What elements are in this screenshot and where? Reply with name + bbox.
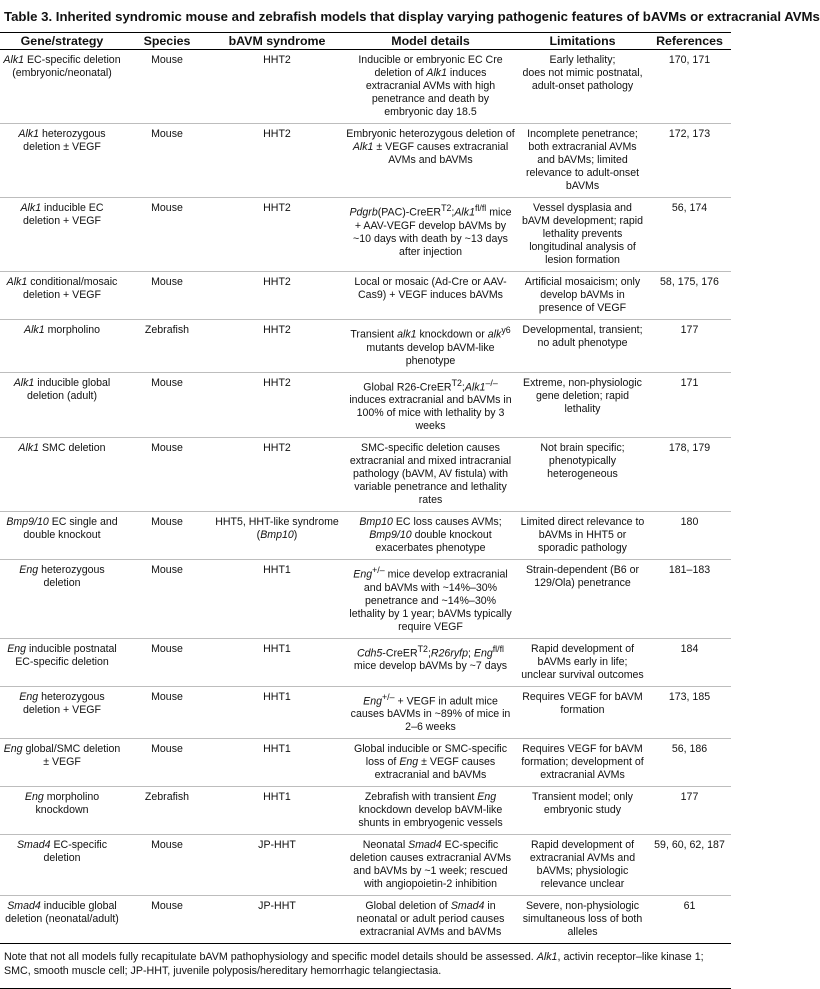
cell-bavm-syndrome: HHT2: [210, 320, 344, 373]
cell-limitations: Strain-dependent (B6 or 129/Ola) penetrance: [517, 560, 648, 639]
cell-references: 181–183: [648, 560, 731, 639]
cell-limitations: Rapid development of extracranial AVMs and bAVMs; physiologic relevance unclear: [517, 835, 648, 896]
cell-references: 61: [648, 896, 731, 944]
table-row: [0, 50, 731, 124]
cell-references: 56, 186: [648, 739, 731, 787]
cell-bavm-syndrome: HHT2: [210, 272, 344, 320]
cell-references: 58, 175, 176: [648, 272, 731, 320]
cell-limitations: Transient model; only embryonic study: [517, 787, 648, 835]
table-row: [0, 438, 731, 512]
table-row: [0, 835, 731, 896]
cell-references: 170, 171: [648, 50, 731, 124]
cell-references: 56, 174: [648, 198, 731, 272]
header-bavm-syndrome: bAVM syndrome: [210, 33, 344, 50]
header-row: [0, 33, 731, 50]
cell-model-details: SMC-specific deletion causes extracranial and mixed intracranial pathology (bAVM, AV fistula) with variable penetrance and lethality rates: [344, 438, 517, 512]
cell-model-details: Global inducible or SMC-specific loss of Eng ± VEGF causes extracranial and bAVMs: [344, 739, 517, 787]
cell-gene-strategy: Alk1 inducible EC deletion + VEGF: [0, 198, 124, 272]
cell-species: Zebrafish: [124, 320, 210, 373]
cell-species: Mouse: [124, 739, 210, 787]
cell-limitations: Limited direct relevance to bAVMs in HHT5 or sporadic pathology: [517, 512, 648, 560]
cell-model-details: Neonatal Smad4 EC-specific deletion causes extracranial AVMs and bAVMs by ~1 week; rescued with angiopoietin-2 inhibition: [344, 835, 517, 896]
document-page: [0, 8, 820, 989]
table-row: [0, 638, 731, 686]
cell-limitations: Incomplete penetrance; both extracranial AVMs and bAVMs; limited relevance to adult-onset bAVMs: [517, 124, 648, 198]
cell-bavm-syndrome: HHT1: [210, 560, 344, 639]
header-gene-strategy: Gene/strategy: [0, 33, 124, 50]
cell-gene-strategy: Eng heterozygous deletion: [0, 560, 124, 639]
cell-limitations: Not brain specific; phenotypically heterogeneous: [517, 438, 648, 512]
table-footnote: Note that not all models fully recapitulate bAVM pathophysiology and specific model details should be assessed. Alk1, activin receptor–like kinase 1; SMC, smooth muscle cell; JP-HHT, juvenile polyposis/hereditary hemorrhagic telangiectasia.: [4, 951, 704, 978]
cell-species: Mouse: [124, 835, 210, 896]
cell-limitations: Severe, non-physiologic simultaneous loss of both alleles: [517, 896, 648, 944]
cell-bavm-syndrome: HHT5, HHT-like syndrome (Bmp10): [210, 512, 344, 560]
cell-gene-strategy: Smad4 inducible global deletion (neonatal/adult): [0, 896, 124, 944]
cell-limitations: Developmental, transient; no adult phenotype: [517, 320, 648, 373]
cell-gene-strategy: Alk1 heterozygous deletion ± VEGF: [0, 124, 124, 198]
cell-references: 177: [648, 320, 731, 373]
table-row: [0, 272, 731, 320]
header-species: Species: [124, 33, 210, 50]
cell-bavm-syndrome: JP-HHT: [210, 896, 344, 944]
cell-references: 184: [648, 638, 731, 686]
header-model-details: Model details: [344, 33, 517, 50]
cell-bavm-syndrome: JP-HHT: [210, 835, 344, 896]
cell-gene-strategy: Eng inducible postnatal EC-specific deletion: [0, 638, 124, 686]
cell-gene-strategy: Alk1 EC-specific deletion (embryonic/neonatal): [0, 50, 124, 124]
cell-species: Mouse: [124, 372, 210, 438]
cell-references: 177: [648, 787, 731, 835]
cell-species: Mouse: [124, 438, 210, 512]
cell-bavm-syndrome: HHT2: [210, 50, 344, 124]
cell-species: Mouse: [124, 198, 210, 272]
cell-limitations: Vessel dysplasia and bAVM development; rapid lethality prevents longitudinal analysis of lesion formation: [517, 198, 648, 272]
table-row: [0, 686, 731, 739]
cell-gene-strategy: Alk1 morpholino: [0, 320, 124, 373]
cell-model-details: Eng+/– mice develop extracranial and bAVMs with ~14%–30% penetrance and ~14%–30% lethality by 1 year; bAVMs typically require VEGF: [344, 560, 517, 639]
table-row: [0, 124, 731, 198]
cell-species: Mouse: [124, 686, 210, 739]
cell-bavm-syndrome: HHT2: [210, 124, 344, 198]
table-row: [0, 787, 731, 835]
cell-gene-strategy: Eng morpholino knockdown: [0, 787, 124, 835]
cell-bavm-syndrome: HHT1: [210, 787, 344, 835]
cell-gene-strategy: Alk1 conditional/mosaic deletion + VEGF: [0, 272, 124, 320]
cell-bavm-syndrome: HHT2: [210, 198, 344, 272]
cell-limitations: Extreme, non-physiologic gene deletion; rapid lethality: [517, 372, 648, 438]
cell-bavm-syndrome: HHT1: [210, 686, 344, 739]
cell-model-details: Global deletion of Smad4 in neonatal or adult period causes extracranial AVMs and bAVMs: [344, 896, 517, 944]
cell-model-details: Bmp10 EC loss causes AVMs; Bmp9/10 double knockout exacerbates phenotype: [344, 512, 517, 560]
cell-model-details: Embryonic heterozygous deletion of Alk1 ± VEGF causes extracranial AVMs and bAVMs: [344, 124, 517, 198]
cell-limitations: Early lethality; does not mimic postnatal, adult-onset pathology: [517, 50, 648, 124]
cell-model-details: Transient alk1 knockdown or alk$^{y6}$ mutants develop bAVM-like phenotype: [344, 320, 517, 373]
table-row: [0, 739, 731, 787]
cell-references: 173, 185: [648, 686, 731, 739]
cell-species: Mouse: [124, 124, 210, 198]
cell-limitations: Requires VEGF for bAVM formation: [517, 686, 648, 739]
cell-model-details: Cdh5-CreER$^{T2}$;R26ryfp; Eng$^{fl/fl}$ mice develop bAVMs by ~7 days: [344, 638, 517, 686]
cell-gene-strategy: Smad4 EC-specific deletion: [0, 835, 124, 896]
cell-species: Mouse: [124, 50, 210, 124]
table-row: [0, 512, 731, 560]
cell-references: 172, 173: [648, 124, 731, 198]
cell-references: 59, 60, 62, 187: [648, 835, 731, 896]
cell-limitations: Rapid development of bAVMs early in life; unclear survival outcomes: [517, 638, 648, 686]
cell-gene-strategy: Eng global/SMC deletion ± VEGF: [0, 739, 124, 787]
cell-species: Zebrafish: [124, 787, 210, 835]
cell-references: 171: [648, 372, 731, 438]
cell-references: 178, 179: [648, 438, 731, 512]
models-table: [0, 33, 731, 944]
cell-limitations: Requires VEGF for bAVM formation; development of extracranial AVMs: [517, 739, 648, 787]
cell-species: Mouse: [124, 272, 210, 320]
cell-species: Mouse: [124, 512, 210, 560]
cell-model-details: $Pdgrb(PAC)-CreER^{T2};Alk1^{fl/fl}$ mice + AAV-VEGF develop bAVMs by ~10 days with death by ~13 days after injection: [344, 198, 517, 272]
cell-bavm-syndrome: HHT1: [210, 739, 344, 787]
cell-gene-strategy: Alk1 SMC deletion: [0, 438, 124, 512]
table-row: [0, 896, 731, 944]
cell-bavm-syndrome: HHT2: [210, 438, 344, 512]
cell-species: Mouse: [124, 896, 210, 944]
cell-gene-strategy: Eng heterozygous deletion + VEGF: [0, 686, 124, 739]
cell-species: Mouse: [124, 638, 210, 686]
table-title: Table 3. Inherited syndromic mouse and zebrafish models that display varying pathogenic features of bAVMs or extracranial AVMs: [4, 9, 820, 24]
header-limitations: Limitations: [517, 33, 648, 50]
table-row: [0, 372, 731, 438]
cell-bavm-syndrome: HHT2: [210, 372, 344, 438]
cell-model-details: Eng+/– + VEGF in adult mice causes bAVMs in ~89% of mice in 2–6 weeks: [344, 686, 517, 739]
cell-model-details: Zebrafish with transient Eng knockdown develop bAVM-like shunts in embryogenic vessels: [344, 787, 517, 835]
table-body: [0, 50, 731, 944]
cell-references: 180: [648, 512, 731, 560]
cell-model-details: Global R26-CreER$^{T2}$;Alk1–/– induces extracranial and bAVMs in 100% of mice with lethality by 3 weeks: [344, 372, 517, 438]
cell-model-details: Inducible or embryonic EC Cre deletion of Alk1 induces extracranial AVMs with high penetrance and death by embryonic day 18.5: [344, 50, 517, 124]
table-row: [0, 198, 731, 272]
cell-gene-strategy: Alk1 inducible global deletion (adult): [0, 372, 124, 438]
cell-limitations: Artificial mosaicism; only develop bAVMs in presence of VEGF: [517, 272, 648, 320]
cell-model-details: Local or mosaic (Ad-Cre or AAV-Cas9) + VEGF induces bAVMs: [344, 272, 517, 320]
cell-bavm-syndrome: HHT1: [210, 638, 344, 686]
cell-species: Mouse: [124, 560, 210, 639]
cell-gene-strategy: Bmp9/10 EC single and double knockout: [0, 512, 124, 560]
table-row: [0, 320, 731, 373]
header-references: References: [648, 33, 731, 50]
table-row: [0, 560, 731, 639]
